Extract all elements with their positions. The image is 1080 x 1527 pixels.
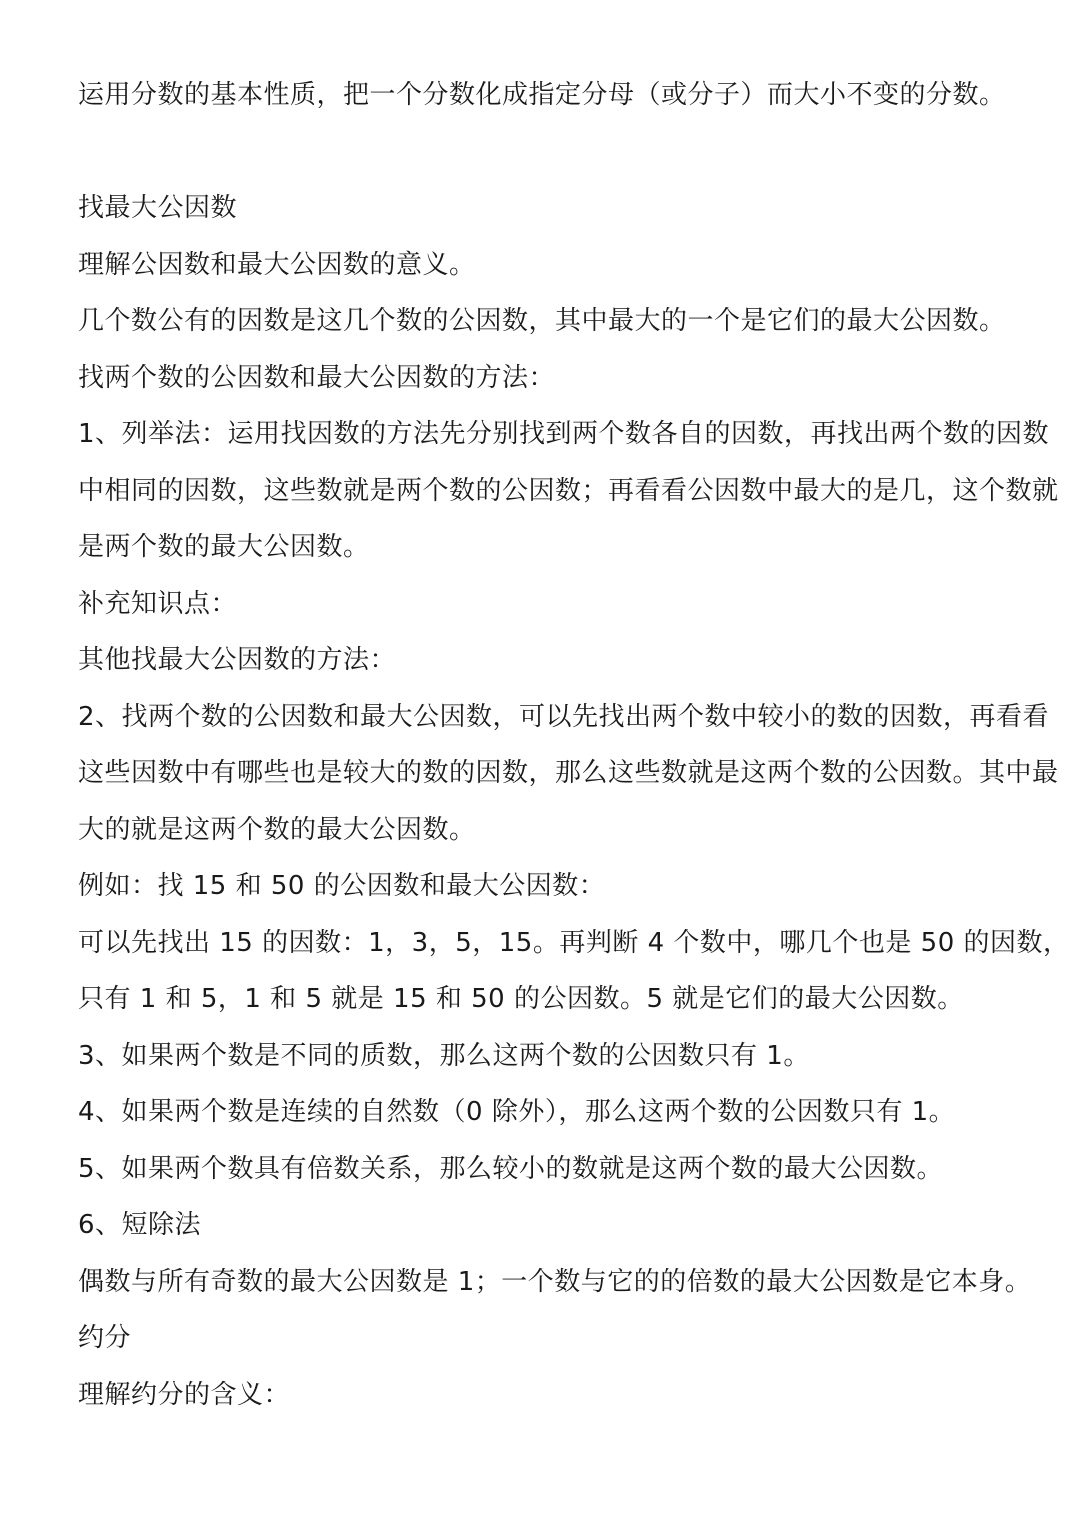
text-line: 2、找两个数的公因数和最大公因数，可以先找出两个数中较小的数的因数，再看看: [78, 702, 1050, 732]
text-line: 运用分数的基本性质，把一个分数化成指定分母（或分子）而大小不变的分数。: [78, 80, 1006, 110]
text-line: 只有 1 和 5，1 和 5 就是 15 和 50 的公因数。5 就是它们的最大公因数。: [78, 984, 964, 1014]
text-line: 理解公因数和最大公因数的意义。: [78, 250, 476, 280]
text-line: 中相同的因数，这些数就是两个数的公因数；再看看公因数中最大的是几，这个数就: [78, 476, 1059, 506]
text-line: 几个数公有的因数是这几个数的公因数，其中最大的一个是它们的最大公因数。: [78, 306, 1006, 336]
text-line: 1、列举法：运用找因数的方法先分别找到两个数各自的因数，再找出两个数的因数: [78, 419, 1050, 449]
text-line: 理解约分的含义：: [78, 1380, 291, 1410]
text-line: 偶数与所有奇数的最大公因数是 1；一个数与它的的倍数的最大公因数是它本身。: [78, 1267, 1032, 1297]
text-line: 是两个数的最大公因数。: [78, 532, 370, 562]
text-line: 大的就是这两个数的最大公因数。: [78, 815, 476, 845]
text-line: 补充知识点：: [78, 589, 238, 619]
text-line: 6、短除法: [78, 1210, 202, 1240]
section-heading: 找最大公因数: [78, 193, 238, 223]
text-line: 这些因数中有哪些也是较大的数的因数，那么这些数就是这两个数的公因数。其中最: [78, 758, 1059, 788]
text-line: 4、如果两个数是连续的自然数（0 除外），那么这两个数的公因数只有 1。: [78, 1097, 956, 1127]
section-heading: 约分: [78, 1323, 132, 1353]
text-line: 5、如果两个数具有倍数关系，那么较小的数就是这两个数的最大公因数。: [78, 1154, 944, 1184]
text-line: 其他找最大公因数的方法：: [78, 645, 397, 675]
text-line: 可以先找出 15 的因数：1，3，5，15。再判断 4 个数中，哪几个也是 50 的因数，: [78, 928, 1070, 958]
text-line: 例如：找 15 和 50 的公因数和最大公因数：: [78, 871, 606, 901]
text-line: 3、如果两个数是不同的质数，那么这两个数的公因数只有 1。: [78, 1041, 810, 1071]
text-line: 找两个数的公因数和最大公因数的方法：: [78, 363, 556, 393]
